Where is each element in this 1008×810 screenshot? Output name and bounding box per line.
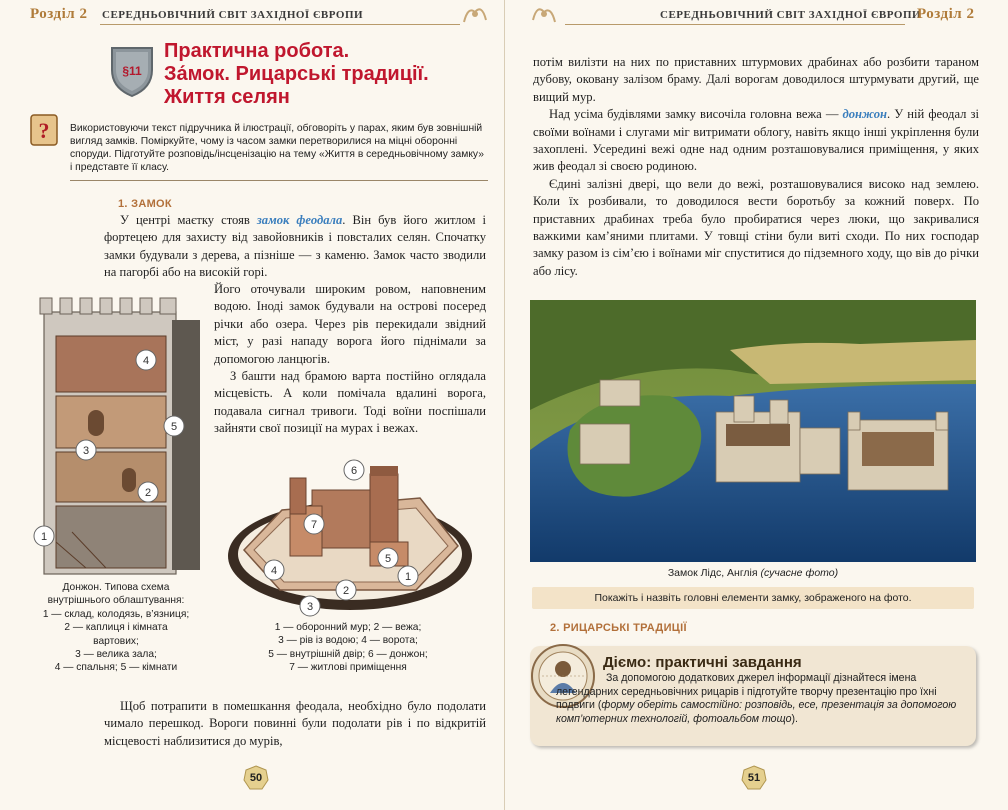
castle-plan-caption: 1 — оборонний мур; 2 — вежа; 3 — рів із водою; 4 — ворота; 5 — внутрішній двір; 6 — донжон; 7 — житлові приміщення	[268, 622, 428, 674]
section-heading-castle: 1. ЗАМОК	[118, 198, 172, 210]
callout-2: 2	[144, 487, 152, 499]
callout-4: 4	[270, 565, 278, 577]
running-header	[505, 0, 1008, 26]
question-scroll-icon	[28, 112, 60, 148]
photo-task-bar: Покажіть і назвіть головні елементи замку, зображеного на фото.	[532, 587, 974, 609]
callout-7: 7	[310, 519, 318, 531]
page-title: Практична робота. За́мок. Рицарські традиції. Життя селян	[164, 40, 429, 108]
callout-3: 3	[82, 445, 90, 457]
section-label: Розділ 2	[30, 6, 88, 22]
section-label: Розділ 2	[917, 6, 975, 22]
task-box	[28, 112, 486, 184]
task-text: Використовуючи текст підручника й ілюстрації, обговоріть у парах, яким був зовнішній вигляд замків. Поміркуйте, чому із часом замки перетворилися на міцні оборонні споруди. Підготуйте розповідь/інсценізацію на тему «Життя в середньовічному замку» і представте її класу.	[70, 123, 484, 173]
task-rule	[70, 180, 488, 181]
running-title: СЕРЕДНЬОВІЧНИЙ СВІТ ЗАХІДНОЇ ЄВРОПИ	[102, 9, 364, 21]
iron-door-paragraph: Єдині залізні двері, що вели до вежі, розташовувалися високо над землею. Коли їх розбивали, то доводилося вести боротьбу за кожний поверх. По приставних драбинах треба було пробиратися через люки, що закривалися важкими кам’яними плитами. У товщі стіни були виті сходи. По них господар замку разом із сім’єю і воїнами міг спуститися до підземного ходу, що вів до річки або лісу.	[533, 176, 979, 278]
callout-5: 5	[170, 421, 178, 433]
callout-2: 2	[342, 585, 350, 597]
activity-title: Діємо: практичні завдання	[603, 654, 802, 671]
leeds-castle-photo	[530, 300, 976, 562]
watch-paragraph: З башти над брамою варта постійно оглядала місцевість. А коли помічала вдалині ворога, подавала сигнал тривоги. Тоді воїни поспішали зайняти свої позиції на мурах і вежах.	[214, 369, 486, 436]
page-number-left: 50	[242, 764, 270, 792]
term-donjon: донжон	[842, 107, 888, 122]
photo-caption: Замок Лідс, Англія (сучасне фото)	[667, 567, 839, 579]
header-rule	[565, 24, 905, 25]
callout-1: 1	[404, 571, 412, 583]
section-heading-knights: 2. РИЦАРСЬКІ ТРАДИЦІЇ	[550, 622, 687, 634]
activity-text: За допомогою додаткових джерел інформації дізнайтеся імена легендарних середньовічних рицарів і підготуйте творчу презентацію про їхні подвиги (форму оберіть самостійно: розповідь, есе, презентація за допомогою комп’ютерних технологій, фотоальбом тощо).	[556, 672, 957, 725]
ornament-icon	[462, 2, 488, 26]
running-header	[0, 0, 504, 26]
donjon-cutaway-illustration	[26, 292, 204, 578]
donjon-paragraph: Над усіма будівлями замку височіла головна вежа — донжон. У ній феодал зі своїми воїнами і слугами міг витримати облогу, навіть якщо інші укріплення були захоплені. Усередині вежі одне над одним розташовувалися приміщення, у яких жив феодал зі своєю родиною.	[533, 107, 979, 174]
ornament-icon	[531, 2, 557, 26]
callout-6: 6	[350, 465, 358, 477]
paragraph-badge: §11	[122, 64, 142, 78]
castle-intro-paragraph: У центрі маєтку стояв замок феодала. Він був його житлом і фортецею для захисту від завойовників і повсталих селян. Спочатку замки будували з дерева, а пізніше — з каменю. Замок часто зводили на пагорбі або на високій горі.	[104, 213, 486, 280]
obstacles-paragraph: Щоб потрапити в помешкання феодала, необхідно було подолати чимало перешкод. Вороги повинні були подолати рів і по відкритій місцевості наблизитися до мурів,	[104, 699, 486, 748]
assault-paragraph: потім вилізти на них по приставних штурмових драбинах або розбити тараном дубову, оковану залізом браму. Далі ворогам доводилося штурмувати другий, ще вищий мур.	[533, 55, 979, 104]
castle-plan-illustration	[220, 458, 482, 618]
right-text-block	[533, 54, 979, 280]
term-castle: замок феодала	[256, 213, 343, 227]
svg-text:?: ?	[38, 118, 50, 143]
callout-5: 5	[384, 553, 392, 565]
callout-4: 4	[142, 355, 150, 367]
paragraph-shield-icon	[108, 44, 156, 98]
donjon-caption: Донжон. Типова схема внутрішнього облаштування: 1 — склад, колодязь, в’язниця; 2 — каплиця і кімната вартових; 3 — велика зала; 4 — спальня; 5 — кімнати	[42, 582, 190, 674]
page-number-right: 51	[740, 764, 768, 792]
header-rule	[100, 24, 460, 25]
running-title: СЕРЕДНЬОВІЧНИЙ СВІТ ЗАХІДНОЇ ЄВРОПИ	[660, 9, 922, 21]
callout-1: 1	[40, 531, 48, 543]
moat-paragraph: Його оточували широким ровом, наповненим водою. Іноді замок будували на острові посеред річки або озера. Через рів перекидали звідний міст, у разі нападу ворога його піднімали за допомогою ланцюгів. З башти над брамою варта постійно оглядала місцевість. А коли помічала вдалині ворога, подавала сигнал тривоги. Тоді воїни поспішали зайняти свої позиції на мурах і вежах.	[214, 281, 486, 438]
callout-3: 3	[306, 601, 314, 613]
